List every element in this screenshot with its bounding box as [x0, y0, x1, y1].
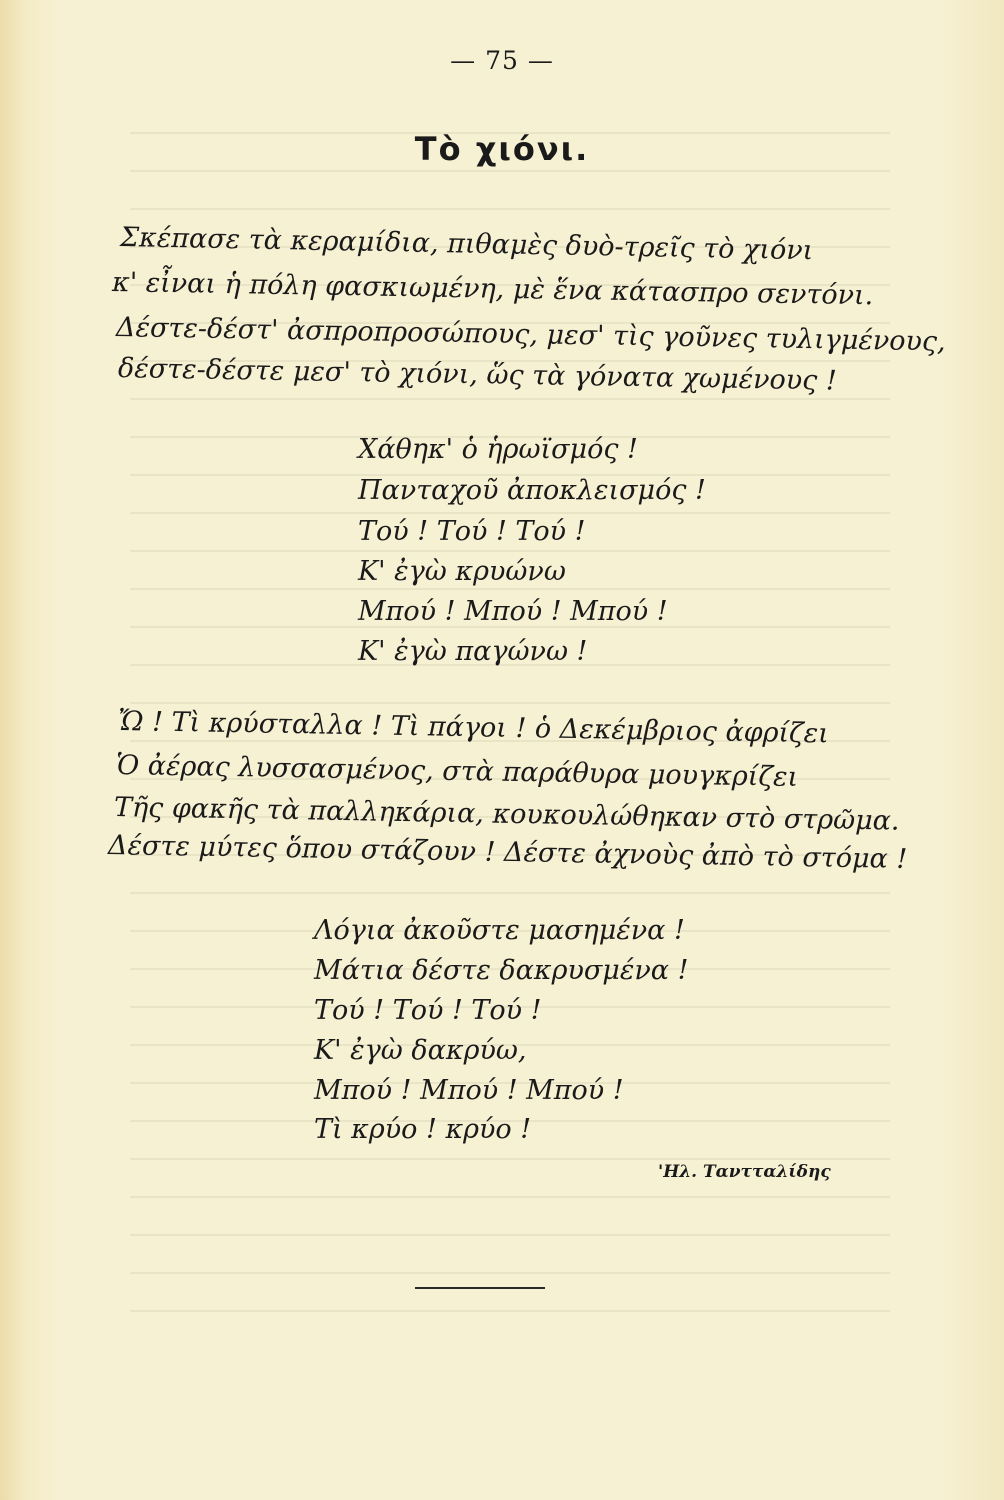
- refrain1-line-4: Κ' ἐγὼ κρυώνω: [358, 556, 566, 587]
- stanza1-line-1: Σκέπασε τὰ κεραμίδια, πιθαμὲς δυὸ-τρεῖς τὸ χιόνι: [119, 222, 814, 267]
- poem-title: Tὸ χιόνι.: [414, 130, 590, 168]
- stanza2-line-4: Δέστε μύτες ὅπου στάζουν ! Δέστε ἀχνοὺς ἀπὸ τὸ στόμα !: [107, 830, 908, 875]
- refrain1-line-3: Τού ! Τού ! Τού !: [358, 516, 586, 547]
- stanza1-line-3: Δέστε-δέστ' ἀσπροπροσώπους, μεσ' τὶς γοῦνες τυλιγμένους,: [115, 312, 946, 358]
- stanza2-line-3: Τῆς φακῆς τὰ παλληκάρια, κουκουλώθηκαν στὸ στρῶμα.: [113, 792, 900, 837]
- refrain1-line-5: Μπού ! Μπού ! Μπού !: [358, 596, 668, 627]
- refrain2-line-6: Τὶ κρύο ! κρύο !: [314, 1114, 532, 1145]
- refrain1-line-2: Πανταχοῦ ἀποκλεισμός !: [358, 475, 706, 506]
- page-number: — 75 —: [450, 46, 554, 75]
- stanza1-line-4: δέστε-δέστε μεσ' τὸ χιόνι, ὥς τὰ γόνατα χωμένους !: [117, 353, 838, 397]
- refrain2-line-3: Τού ! Τού ! Τού !: [314, 995, 542, 1026]
- stanza2-line-2: Ὁ ἀέρας λυσσασμένος, στὰ παράθυρα μουγκρίζει: [115, 750, 799, 793]
- refrain1-line-1: Χάθηκ' ὁ ἡρωϊσμός !: [358, 434, 638, 465]
- stanza1-line-2: κ' εἶναι ἡ πόλη φασκιωμένη, μὲ ἕνα κάτασπρο σεντόνι.: [111, 267, 874, 312]
- refrain2-line-4: Κ' ἐγὼ δακρύω,: [314, 1035, 527, 1066]
- refrain2-line-5: Μπού ! Μπού ! Μπού !: [314, 1075, 624, 1106]
- stanza2-line-1: Ὤ ! Τὶ κρύσταλλα ! Τὶ πάγοι ! ὁ Δεκέμβριος ἀφρίζει: [117, 706, 830, 750]
- refrain2-line-1: Λόγια ἀκοῦστε μασημένα !: [314, 915, 685, 946]
- end-rule: [415, 1287, 545, 1289]
- refrain2-line-2: Μάτια δέστε δακρυσμένα !: [314, 955, 689, 986]
- refrain1-line-6: Κ' ἐγὼ παγώνω !: [358, 636, 588, 667]
- author-signature: 'Ηλ. Ταντταλίδης: [658, 1162, 831, 1182]
